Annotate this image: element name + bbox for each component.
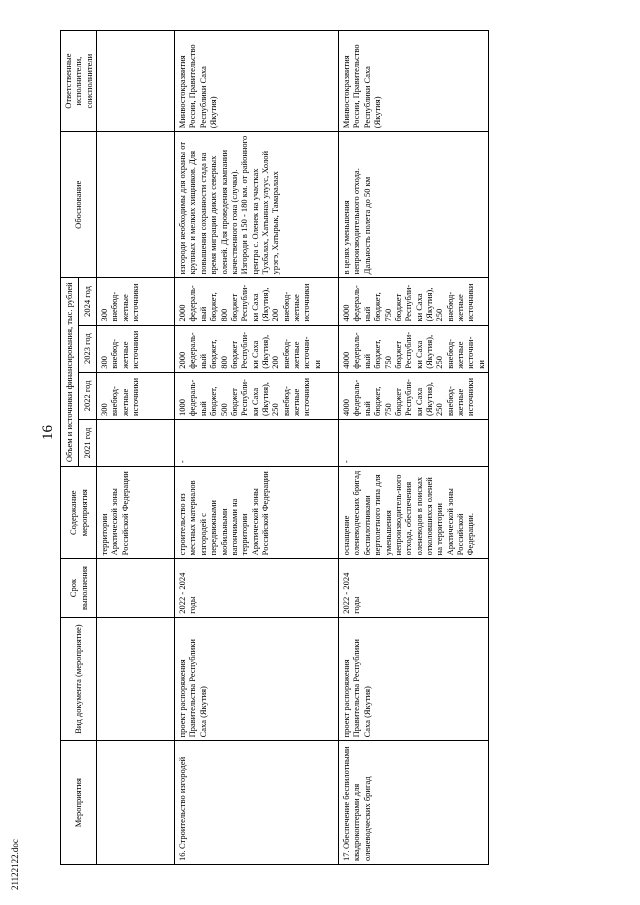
cell-2024: 300 внебюд-жетные источники	[97, 278, 175, 325]
table-row	[339, 31, 489, 865]
measure-text: Строительство изгородей	[177, 756, 188, 849]
cell-doc-type: проект распоряжения Правительства Республики Саха (Якутия)	[339, 617, 489, 741]
cell-deadline: 2022 - 2024 годы	[175, 559, 339, 617]
cell-doc-type: проект распоряжения Правительства Республики Саха (Якутия)	[175, 617, 339, 741]
cell-measure	[339, 741, 489, 865]
cell-measure	[175, 741, 339, 865]
cell-justification: в целях уменьшения непроизводительного отхода. Дальность полета до 50 км	[339, 132, 489, 278]
header-year-2021: 2021 год	[79, 419, 97, 466]
cell-measure	[97, 741, 175, 865]
cell-deadline: 2022 - 2024 годы	[339, 559, 489, 617]
cell-deadline	[97, 559, 175, 617]
cell-2023: 300 внебюд-жетные источники	[97, 325, 175, 372]
cell-2023: 4000 федераль-ный бюджет, 750 бюджет Республи-ки Саха (Якутия), 250 внебюд-жетные источни-ки	[339, 325, 489, 372]
header-year-2023: 2023 год	[79, 325, 97, 372]
header-year-2024: 2024 год	[79, 278, 97, 325]
cell-2022: 1000 федераль-ный бюджет, 500 бюджет Республи-ки Саха (Якутия), 250 внебюд-жетные источники	[175, 372, 339, 419]
row-number: 16.	[177, 850, 188, 861]
cell-justification: изгороди необходимы для охраны от крупных и мелких хищников. Для повышения сохранности стада на время миграции диких северных оленей. Для проведения кампании качественного гона (случки). Изгороди в 150 - 180 км. от районного центра с. Оленек на участках Тухбалах, Хатыннах улуус, Холой урэгэ, Хатырык, Тамаралаах	[175, 132, 339, 278]
cell-2021	[97, 419, 175, 466]
page-number: 16	[40, 425, 56, 440]
cell-responsible	[97, 31, 175, 132]
header-responsible: Ответственные исполнители, соисполнители	[61, 31, 97, 132]
header-deadline: Срок выполнения	[61, 559, 97, 617]
header-row	[61, 31, 79, 865]
header-justification: Обоснование	[61, 132, 97, 278]
document-id: 21122122.doc	[10, 839, 20, 890]
measures-table	[60, 30, 489, 865]
rotated-table-container	[60, 30, 605, 865]
cell-2022: 4000 федераль-ный бюджет, 750 бюджет Республи-ки Саха (Якутия), 250 внебюд-жетные источники	[339, 372, 489, 419]
cell-content: оснащение оленеводческих бригад беспилотниками вертолетного типа для уменьшения непроизводитель-ного отхода, обеспечения оленеводов в поисках отколовшихся оленей на территории Арктической зоны Российской Федерации.	[339, 467, 489, 559]
cell-2021: -	[339, 419, 489, 466]
cell-2023: 2000 федераль-ный бюджет, 800 бюджет Республи-ки Саха (Якутия), 200 внебюд-жетные источни-ки	[175, 325, 339, 372]
cell-2021: -	[175, 419, 339, 466]
header-doc-type: Вид документа (мероприятие)	[61, 617, 97, 741]
cell-content: строительство из местных материалов изгородей с передвижными мобильными вагончиками на территории Арктической зоны Российской Федерации	[175, 467, 339, 559]
header-content: Содержание мероприятия	[61, 467, 97, 559]
row-number: 17.	[341, 850, 352, 861]
cell-responsible: Минвостокразвития России, Правительство Республики Саха (Якутия)	[175, 31, 339, 132]
cell-justification	[97, 132, 175, 278]
table-row	[175, 31, 339, 865]
cell-responsible: Минвостокразвития России, Правительство Республики Саха (Якутия)	[339, 31, 489, 132]
cell-content: территории Арктической зоны Российской Федерации	[97, 467, 175, 559]
header-measure: Мероприятия	[61, 741, 97, 865]
cell-2022: 300 внебюд-жетные источники	[97, 372, 175, 419]
table-row	[97, 31, 175, 865]
cell-doc-type	[97, 617, 175, 741]
cell-2024: 4000 федераль-ный бюджет, 750 бюджет Республи-ки Саха (Якутия), 250 внебюд-жетные источники	[339, 278, 489, 325]
measure-text: Обеспечение беспилотными квадрокоптерами для оленеводческих бригад	[341, 746, 372, 861]
cell-2024: 2000 федераль-ный бюджет, 800 бюджет Республи-ки Саха (Якутия), 200 внебюд-жетные источники	[175, 278, 339, 325]
header-year-2022: 2022 год	[79, 372, 97, 419]
header-funding: Объем и источники финансирования, тыс. рублей	[61, 278, 79, 467]
